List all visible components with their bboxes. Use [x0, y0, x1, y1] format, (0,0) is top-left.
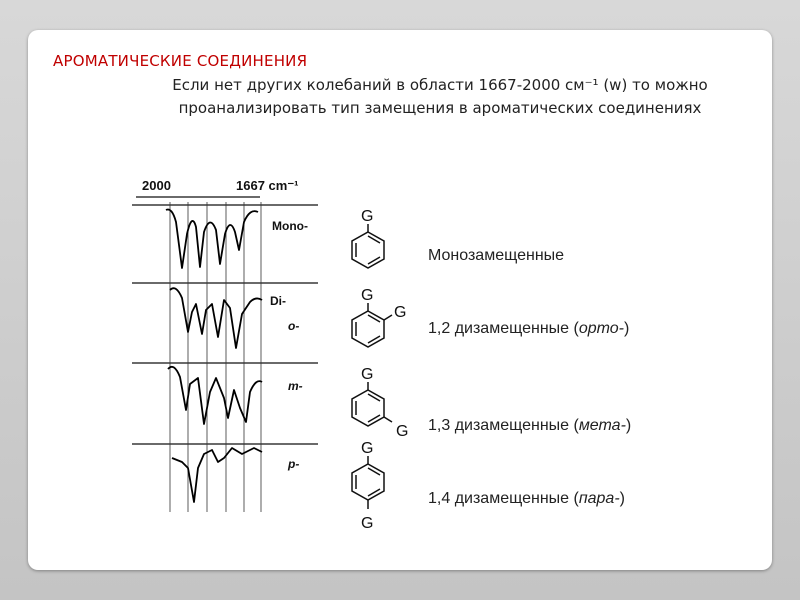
benzene-meta-icon: [338, 362, 418, 442]
label-ortho: 1,2 дизамещенные (орто-): [428, 320, 630, 337]
label-meta: 1,3 дизамещенные (мета-): [428, 417, 632, 434]
spectrum-guides: [170, 202, 261, 512]
benzene-mono-icon: [338, 204, 398, 274]
slide-subtitle: [120, 74, 760, 120]
label-para: 1,4 дизамещенные (пара-): [428, 490, 625, 507]
axis-label-2000: 2000: [142, 178, 171, 193]
substituent-g: G: [361, 440, 374, 457]
benzene-para-icon: [338, 436, 398, 536]
benzene-ortho-icon: [338, 283, 418, 353]
substituent-g: G: [361, 366, 374, 383]
slide-title: АРОМАТИЧЕСКИЕ СОЕДИНЕНИЯ: [53, 52, 308, 70]
label-mono: Монозамещенные: [428, 247, 565, 264]
subtitle-line-2: проанализировать тип замещения в ароматических соединениях: [178, 99, 702, 117]
substituent-g: G: [361, 208, 374, 225]
row-label-para: p-: [288, 457, 300, 471]
substituent-g: G: [396, 423, 409, 440]
axis-label-1667: 1667 cm⁻¹: [236, 178, 299, 193]
substituent-g: G: [361, 287, 374, 304]
row-label-di: Di-: [270, 294, 286, 308]
subtitle-line-1: Если нет других колебаний в области 1667-2000 см⁻¹ (w) то можно: [172, 76, 708, 94]
substituent-g: G: [394, 304, 407, 321]
trace-ortho: [170, 288, 262, 348]
ir-spectrum-figure: [132, 172, 332, 512]
row-label-ortho: o-: [288, 319, 300, 333]
row-label-mono: Mono-: [272, 219, 308, 233]
trace-para: [172, 448, 262, 502]
row-label-meta: m-: [288, 379, 303, 393]
substituent-g: G: [361, 515, 374, 532]
trace-meta: [168, 367, 262, 424]
